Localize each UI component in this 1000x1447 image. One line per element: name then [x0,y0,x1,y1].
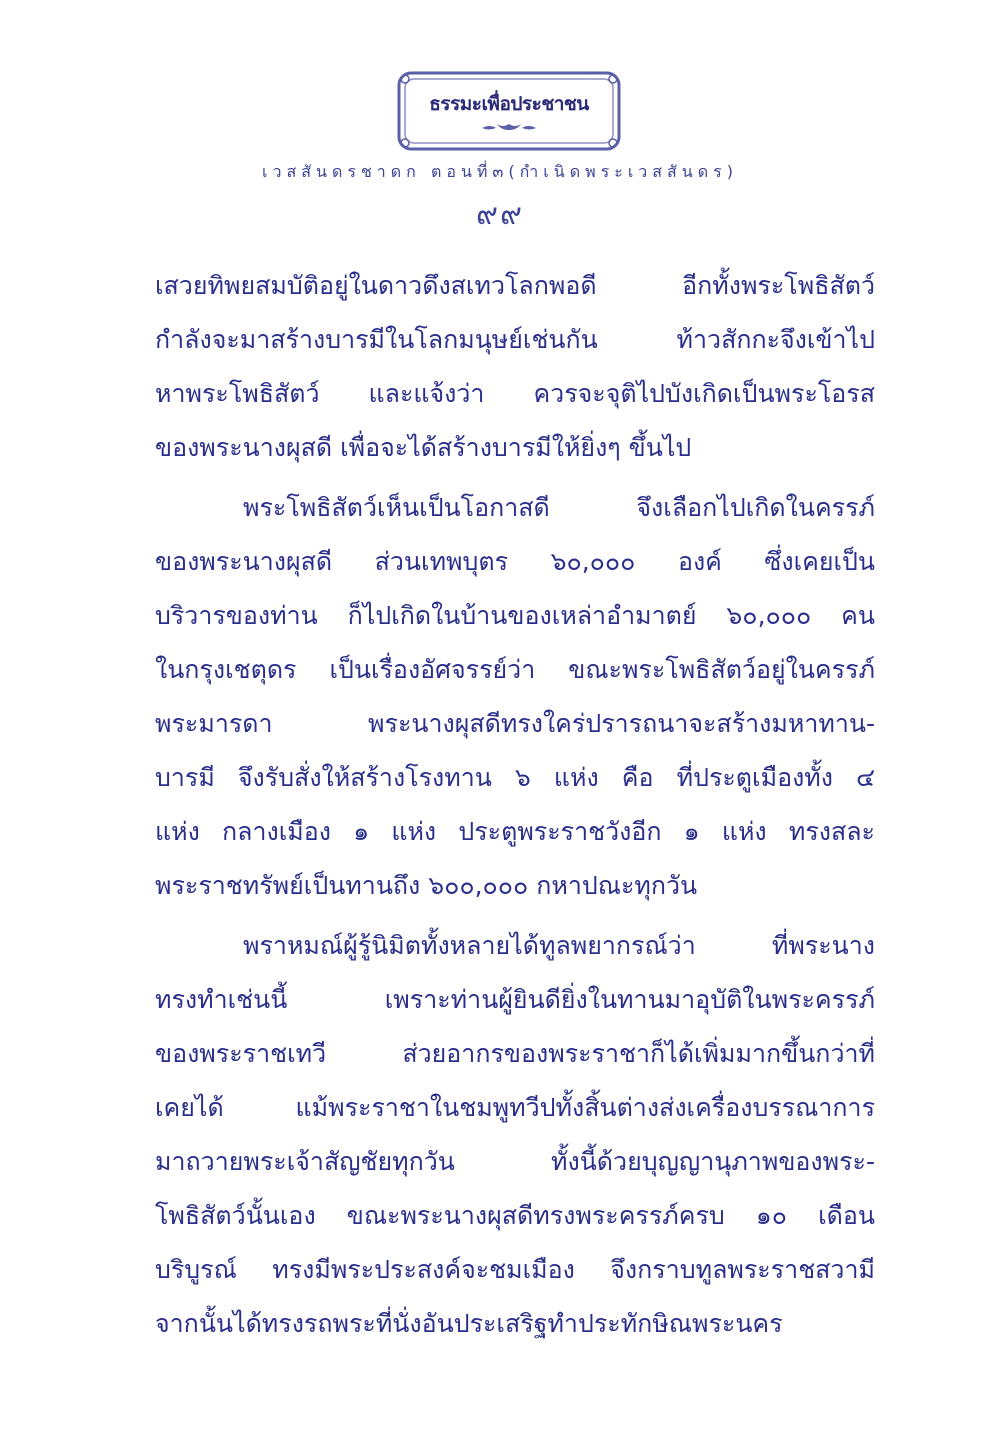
text-line: บริบูรณ์ ทรงมีพระประสงค์จะชมเมือง จึงกราบทูลพระราชสวามี [155,1255,875,1284]
text-line: เคยได้ แม้พระราชาในชมพูทวีปทั้งสิ้นต่างส่งเครื่องบรรณาการ [155,1093,875,1122]
text-line: หาพระโพธิสัตว์ และแจ้งว่า ควรจะจุติไปบังเกิดเป็นพระโอรส [155,379,875,408]
text-line: ทรงทำเช่นนี้ เพราะท่านผู้ยินดียิ่งในทานมาอุบัติในพระครรภ์ [155,985,875,1014]
text-line: เสวยทิพยสมบัติอยู่ในดาวดึงสเทวโลกพอดี อีกทั้งพระโพธิสัตว์ [155,271,875,300]
paragraph-3 [155,919,875,1351]
ornament-icon [482,124,536,130]
paragraph-2 [155,481,875,913]
text-line: จากนั้นได้ทรงรถพระที่นั่งอันประเสริฐทำประทักษิณพระนคร [155,1309,783,1338]
paragraph-1 [155,259,875,475]
text-line: ในกรุงเชตุดร เป็นเรื่องอัศจรรย์ว่า ขณะพระโพธิสัตว์อยู่ในครรภ์ [155,655,875,684]
logo [396,70,622,152]
text-line: บารมี จึงรับสั่งให้สร้างโรงทาน ๖ แห่ง คือ ที่ประตูเมืองทั้ง ๔ [155,763,875,792]
text-line: พราหมณ์ผู้รู้นิมิตทั้งหลายได้ทูลพยากรณ์ว่า ที่พระนาง [243,931,875,960]
text-line: กำลังจะมาสร้างบารมีในโลกมนุษย์เช่นกัน ท้าวสักกะจึงเข้าไป [155,325,875,354]
text-line: ของพระนางผุสดี ส่วนเทพบุตร ๖๐,๐๐๐ องค์ ซึ่งเคยเป็น [155,547,875,576]
text-line: พระราชทรัพย์เป็นทานถึง ๖๐๐,๐๐๐ กหาปณะทุกวัน [155,871,698,900]
logo-text: ธรรมะเพื่อประชาชน [429,93,589,115]
page-number: ๙๙ [476,197,524,232]
text-line: แห่ง กลางเมือง ๑ แห่ง ประตูพระราชวังอีก ๑ แห่ง ทรงสละ [155,817,875,846]
body-text [155,259,875,1357]
text-line: พระโพธิสัตว์เห็นเป็นโอกาสดี จึงเลือกไปเกิดในครรภ์ [243,493,875,522]
text-line: มาถวายพระเจ้าสัญชัยทุกวัน ทั้งนี้ด้วยบุญญานุภาพของพระ- [155,1147,875,1176]
text-line: โพธิสัตว์นั้นเอง ขณะพระนางผุสดีทรงพระครรภ์ครบ ๑๐ เดือน [155,1201,875,1230]
chapter-heading: เวสสันดรชาดก ตอนที่๓(กำเนิดพระเวสสันดร) [262,162,738,181]
text-line: ของพระนางผุสดี เพื่อจะได้สร้างบารมีให้ยิ่งๆ ขึ้นไป [155,433,692,462]
text-line: ของพระราชเทวี ส่วยอากรของพระราชาก็ได้เพิ่มมากขึ้นกว่าที่ [155,1039,875,1068]
text-line: พระมารดา พระนางผุสดีทรงใคร่ปรารถนาจะสร้างมหาทาน- [155,709,875,738]
text-line: บริวารของท่าน ก็ไปเกิดในบ้านของเหล่าอำมาตย์ ๖๐,๐๐๐ คน [155,601,875,630]
